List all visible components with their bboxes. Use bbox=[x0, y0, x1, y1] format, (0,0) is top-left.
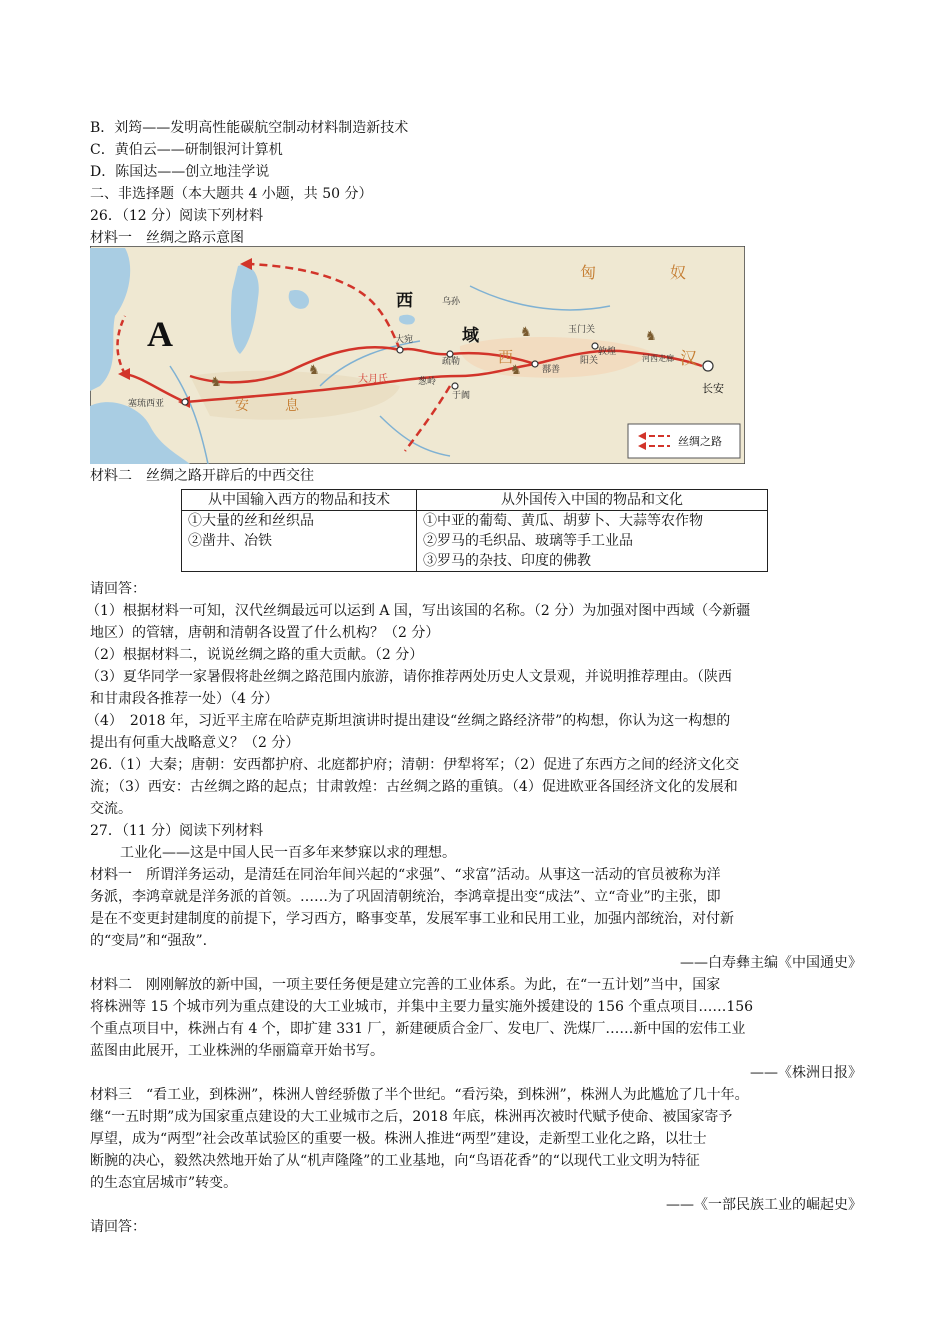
silk-road-map bbox=[90, 246, 745, 464]
table-item: ②罗马的毛织品、玻璃等手工业品 bbox=[423, 533, 633, 549]
table-header-col1: 从中国输入西方的物品和技术 bbox=[182, 490, 417, 511]
q27-material1-line-2: 务派，李鸿章就是洋务派的首领。……为了巩固清朝统治，李鸿章提出变“成法”、立“奇业”旳主张，即 bbox=[90, 889, 721, 905]
map-label-xiongnu-2: 奴 bbox=[670, 265, 687, 282]
legend-label: 丝绸之路 bbox=[678, 436, 722, 448]
option-b: B．刘筠——发明高性能碳航空制动材料制造新技术 bbox=[90, 120, 409, 136]
city-marker-tiaozhi bbox=[182, 399, 188, 405]
map-label-yumenguan: 玉门关 bbox=[568, 324, 596, 334]
map-label-wusun: 乌孙 bbox=[442, 296, 461, 306]
map-label-anxi-2: 息 bbox=[285, 399, 299, 414]
q26-question-3-line-1: （3）夏华同学一家暑假将赴丝绸之路范围内旅游，请你推荐两处历史人文景观，并说明推荐理由。（陕西 bbox=[86, 669, 732, 685]
q26-material1-title: 材料一 丝绸之路示意图 bbox=[90, 230, 244, 246]
option-d: D．陈国达——创立地洼学说 bbox=[90, 164, 270, 180]
q27-material3-line-4: 断腕的决心，毅然决然地开始了从“机声隆隆”的工业基地，向“鸟语花香”的“以现代工业文明为特征 bbox=[90, 1153, 700, 1169]
map-label-congling: 葱岭 bbox=[418, 376, 437, 386]
map-label-xi: 西 bbox=[498, 350, 514, 366]
map-label-anxi-1: 安 bbox=[235, 399, 249, 414]
q27-material1-line-3: 是在不变更封建制度的前提下，学习西方，略事变革，发展军事工业和民用工业，加强内部统治，对付新 bbox=[90, 911, 734, 927]
q27-material2-line-2: 将株洲等 15 个城市列为重点建设的大工业城市，并集中主要力量实施外援建设的 156 个重点项目……156 bbox=[90, 999, 754, 1015]
city-marker-yutian bbox=[452, 383, 458, 389]
q26-answer-line-2: 流；（3）西安：古丝绸之路的起点；甘肃敦煌：古丝绸之路的重镇。（4）促进欧亚各国经济文化的发展和 bbox=[90, 779, 738, 795]
q27-material3-line-1: 材料三 “看工业，到株洲”，株洲人曾经骄傲了半个世纪。“看污染，到株洲”，株洲人为此尴尬了几十年。 bbox=[90, 1087, 749, 1103]
map-label-shanshan: 鄯善 bbox=[542, 364, 561, 374]
camel-icon: ♞ bbox=[308, 362, 320, 377]
q27-material2-line-1: 材料二 刚刚解放的新中国，一项主要任务便是建立完善的工业体系。为此，在“一五计划”当中，国家 bbox=[90, 977, 721, 993]
map-legend bbox=[628, 424, 740, 458]
map-label-xiyu-1: 西 bbox=[396, 291, 413, 310]
q26-question-2: （2）根据材料二，说说丝绸之路的重大贡献。（2 分） bbox=[86, 647, 424, 663]
table-item: ②凿井、冶铁 bbox=[188, 533, 272, 549]
map-label-xiyu-2: 域 bbox=[462, 326, 479, 345]
q27-material2-line-4: 蓝图由此展开，工业株洲的华丽篇章开始书写。 bbox=[90, 1043, 384, 1059]
q26-question-4-line-1: （4） 2018 年，习近平主席在哈萨克斯坦演讲时提出建设“丝绸之路经济带”的构想，你认为这一构想的 bbox=[86, 713, 731, 729]
table-row bbox=[182, 511, 768, 572]
exchange-table bbox=[181, 489, 768, 572]
option-c: C．黄伯云——研制银河计算机 bbox=[90, 142, 283, 158]
q26-material2-title: 材料二 丝绸之路开辟后的中西交往 bbox=[90, 468, 314, 484]
camel-icon: ♞ bbox=[520, 324, 532, 339]
camel-icon: ♞ bbox=[645, 328, 657, 343]
q27-prompt: 请回答： bbox=[90, 1219, 146, 1235]
q27-material1-line-1: 材料一 所谓洋务运动，是清廷在同治年间兴起的“求强”、“求富”活动。从事这一活动的官员被称为洋 bbox=[90, 867, 721, 883]
map-label-xiongnu-1: 匈 bbox=[580, 265, 597, 282]
map-label-yutian: 于阗 bbox=[452, 390, 471, 400]
q26-prompt: 请回答： bbox=[90, 581, 146, 597]
section-2-title: 二、非选择题（本大题共 4 小题，共 50 分） bbox=[90, 186, 373, 202]
map-label-hexi: 河西走廊 bbox=[642, 354, 674, 363]
q27-material1-source: ——白寿彝主编《中国通史》 bbox=[680, 955, 862, 971]
city-marker-shanshan bbox=[532, 361, 538, 367]
city-marker-changan bbox=[703, 361, 713, 371]
table-cell-col2 bbox=[417, 511, 768, 572]
map-label-shule: 疏勒 bbox=[442, 356, 461, 366]
q26-question-1-line-2: 地区）的管辖，唐朝和清朝各设置了什么机构？（2 分） bbox=[90, 625, 440, 641]
q26-question-1-line-1: （1）根据材料一可知，汉代丝绸最远可以运到 A 国，写出该国的名称。（2 分）为加强对图中西域（今新疆 bbox=[86, 603, 751, 619]
q26-question-4-line-2: 提出有何重大战略意义？（2 分） bbox=[90, 735, 300, 751]
map-label-changan: 长安 bbox=[702, 383, 724, 395]
map-label-han: 汉 bbox=[680, 349, 697, 368]
q26-question-3-line-2: 和甘肃段各推荐一处）（4 分） bbox=[90, 691, 279, 707]
q27-intro: 工业化——这是中国人民一百多年来梦寐以求的理想。 bbox=[120, 845, 456, 861]
map-label-dayuezhi: 大月氏 bbox=[358, 374, 388, 385]
q26-answer-line-1: 26.（1）大秦；唐朝：安西都护府、北庭都护府；清朝：伊犁将军；（2）促进了东西方之间的经济文化交 bbox=[90, 757, 740, 773]
table-cell-col1 bbox=[182, 511, 417, 572]
q27-material2-source: ——《株洲日报》 bbox=[750, 1065, 862, 1081]
table-item: ③罗马的杂技、印度的佛教 bbox=[423, 553, 591, 569]
camel-icon: ♞ bbox=[210, 374, 222, 389]
map-label-dunhuang: 敦煌 bbox=[598, 346, 617, 356]
camel-icon: ♞ bbox=[510, 362, 522, 377]
q27-material3-source: ——《一部民族工业的崛起史》 bbox=[666, 1197, 862, 1213]
q27-header: 27．（11 分）阅读下列材料 bbox=[90, 823, 264, 839]
q27-material3-line-5: 的生态宜居城市”转变。 bbox=[90, 1175, 238, 1191]
q27-material2-line-3: 个重点项目中，株洲占有 4 个，即扩建 331 厂，新建硬质合金厂、发电厂、洗煤厂……新中国的宏伟工业 bbox=[90, 1021, 746, 1037]
city-marker-dayuan bbox=[397, 347, 403, 353]
map-label-dayuan: 大宛 bbox=[395, 334, 414, 344]
table-item: ①中亚的葡萄、黄瓜、胡萝卜、大蒜等农作物 bbox=[423, 513, 703, 529]
table-header-col2: 从外国传入中国的物品和文化 bbox=[417, 490, 768, 511]
q27-material3-line-2: 继“一五时期”成为国家重点建设的大工业城市之后，2018 年底，株洲再次被时代赋予使命、被国家寄予 bbox=[90, 1109, 733, 1125]
country-a-label: A bbox=[147, 314, 173, 354]
q26-answer-line-3: 交流。 bbox=[90, 801, 132, 817]
map-label-yangguan: 阳关 bbox=[580, 355, 599, 365]
map-label-tiaozhi: 塞琉西亚 bbox=[128, 398, 165, 408]
q27-material3-line-3: 厚望，成为“两型”社会改革试验区的重要一极。株洲人推进“两型”建设，走新型工业化之路，以壮士 bbox=[90, 1131, 707, 1147]
table-header-row bbox=[182, 490, 768, 511]
q27-material1-line-4: 的“变局”和“强敌”. bbox=[90, 933, 208, 949]
q26-header: 26．（12 分）阅读下列材料 bbox=[90, 208, 264, 224]
table-item: ①大量的丝和丝织品 bbox=[188, 513, 314, 529]
